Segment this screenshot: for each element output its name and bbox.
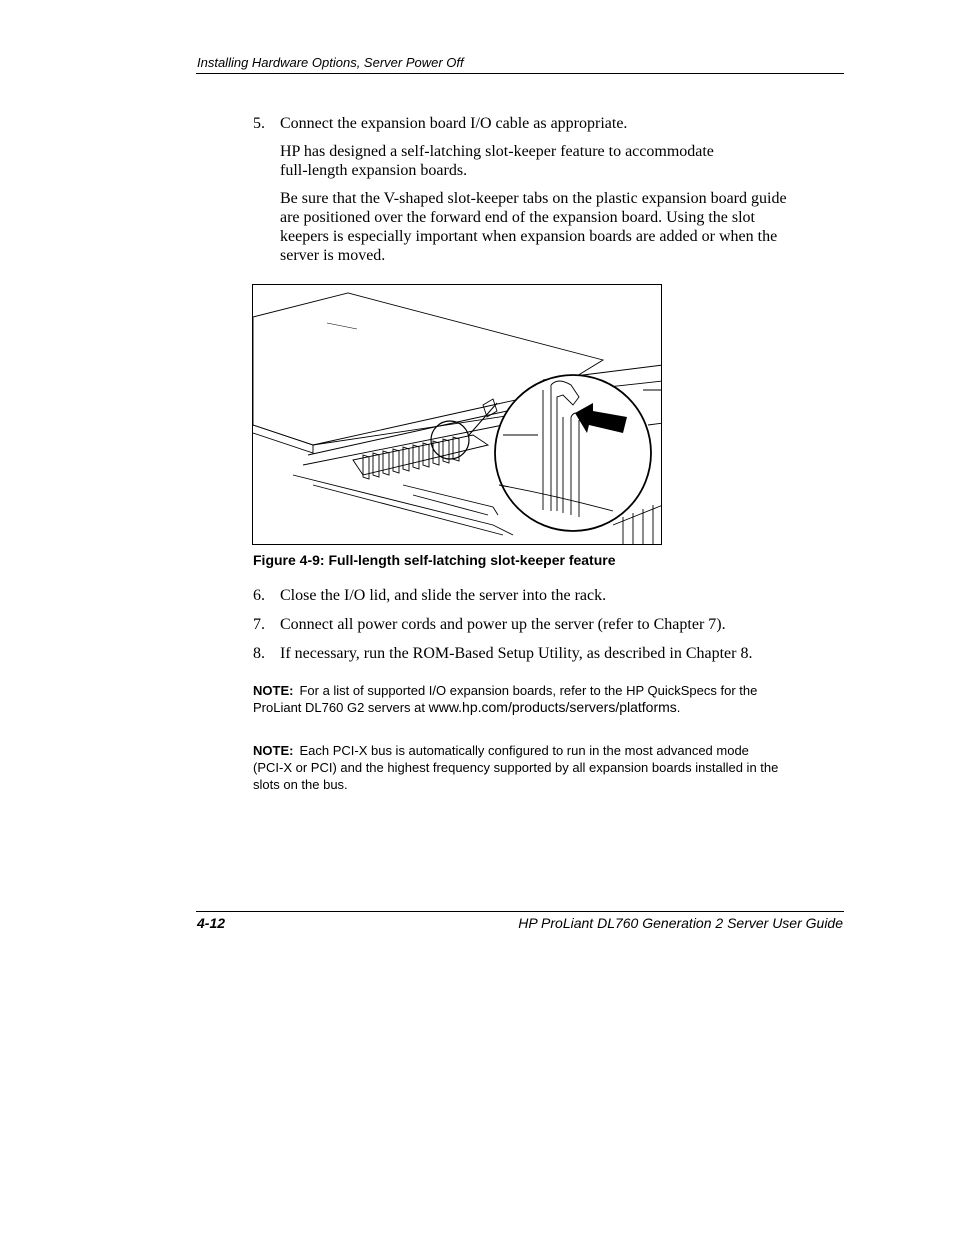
step-text: Connect the expansion board I/O cable as appropriate. [280,115,628,132]
figure-slot-keeper-illustration [252,284,662,545]
note-text: (PCI-X or PCI) and the highest frequency supported by all expansion boards installed in the [253,760,779,775]
note-text: Each PCI-X bus is automatically configured to run in the most advanced mode [299,743,749,758]
step-text: Close the I/O lid, and slide the server into the rack. [280,587,607,604]
page-number: 4-12 [197,915,226,931]
line: server is moved. [280,247,386,264]
note-label: NOTE: [253,743,294,758]
platforms-link[interactable]: www.hp.com/products/servers/platforms [428,699,677,715]
header-rule [196,73,844,74]
line: HP has designed a self-latching slot-keeper feature to accommodate [280,143,714,160]
paragraph-slot-keeper-intro [280,142,840,180]
footer-title: HP ProLiant DL760 Generation 2 Server User Guide [518,915,843,931]
footer-rule [196,911,844,912]
note-supported-boards [253,682,833,716]
note-text: slots on the bus. [253,777,348,792]
step-number: 5. [253,115,265,132]
line: full-length expansion boards. [280,162,468,179]
paragraph-slot-keeper-tabs [280,189,840,265]
step-number: 6. [253,587,265,604]
note-label: NOTE: [253,683,294,698]
note-period: . [676,700,681,715]
step-text: Connect all power cords and power up the server (refer to Chapter 7). [280,616,726,633]
running-header: Installing Hardware Options, Server Power Off [197,55,464,70]
line: Be sure that the V-shaped slot-keeper tabs on the plastic expansion board guide [280,190,787,207]
note-pci-x-bus [253,742,833,793]
step-text: If necessary, run the ROM-Based Setup Utility, as described in Chapter 8. [280,645,753,662]
line: are positioned over the forward end of the expansion board. Using the slot [280,209,755,226]
step-number: 8. [253,645,265,662]
figure-caption: Figure 4-9: Full-length self-latching slot-keeper feature [253,552,616,568]
server-illustration [253,285,662,545]
note-text: ProLiant DL760 G2 servers at [253,700,429,715]
note-text: For a list of supported I/O expansion boards, refer to the HP QuickSpecs for the [299,683,758,698]
step-number: 7. [253,616,265,633]
line: keepers is especially important when expansion boards are added or when the [280,228,778,245]
